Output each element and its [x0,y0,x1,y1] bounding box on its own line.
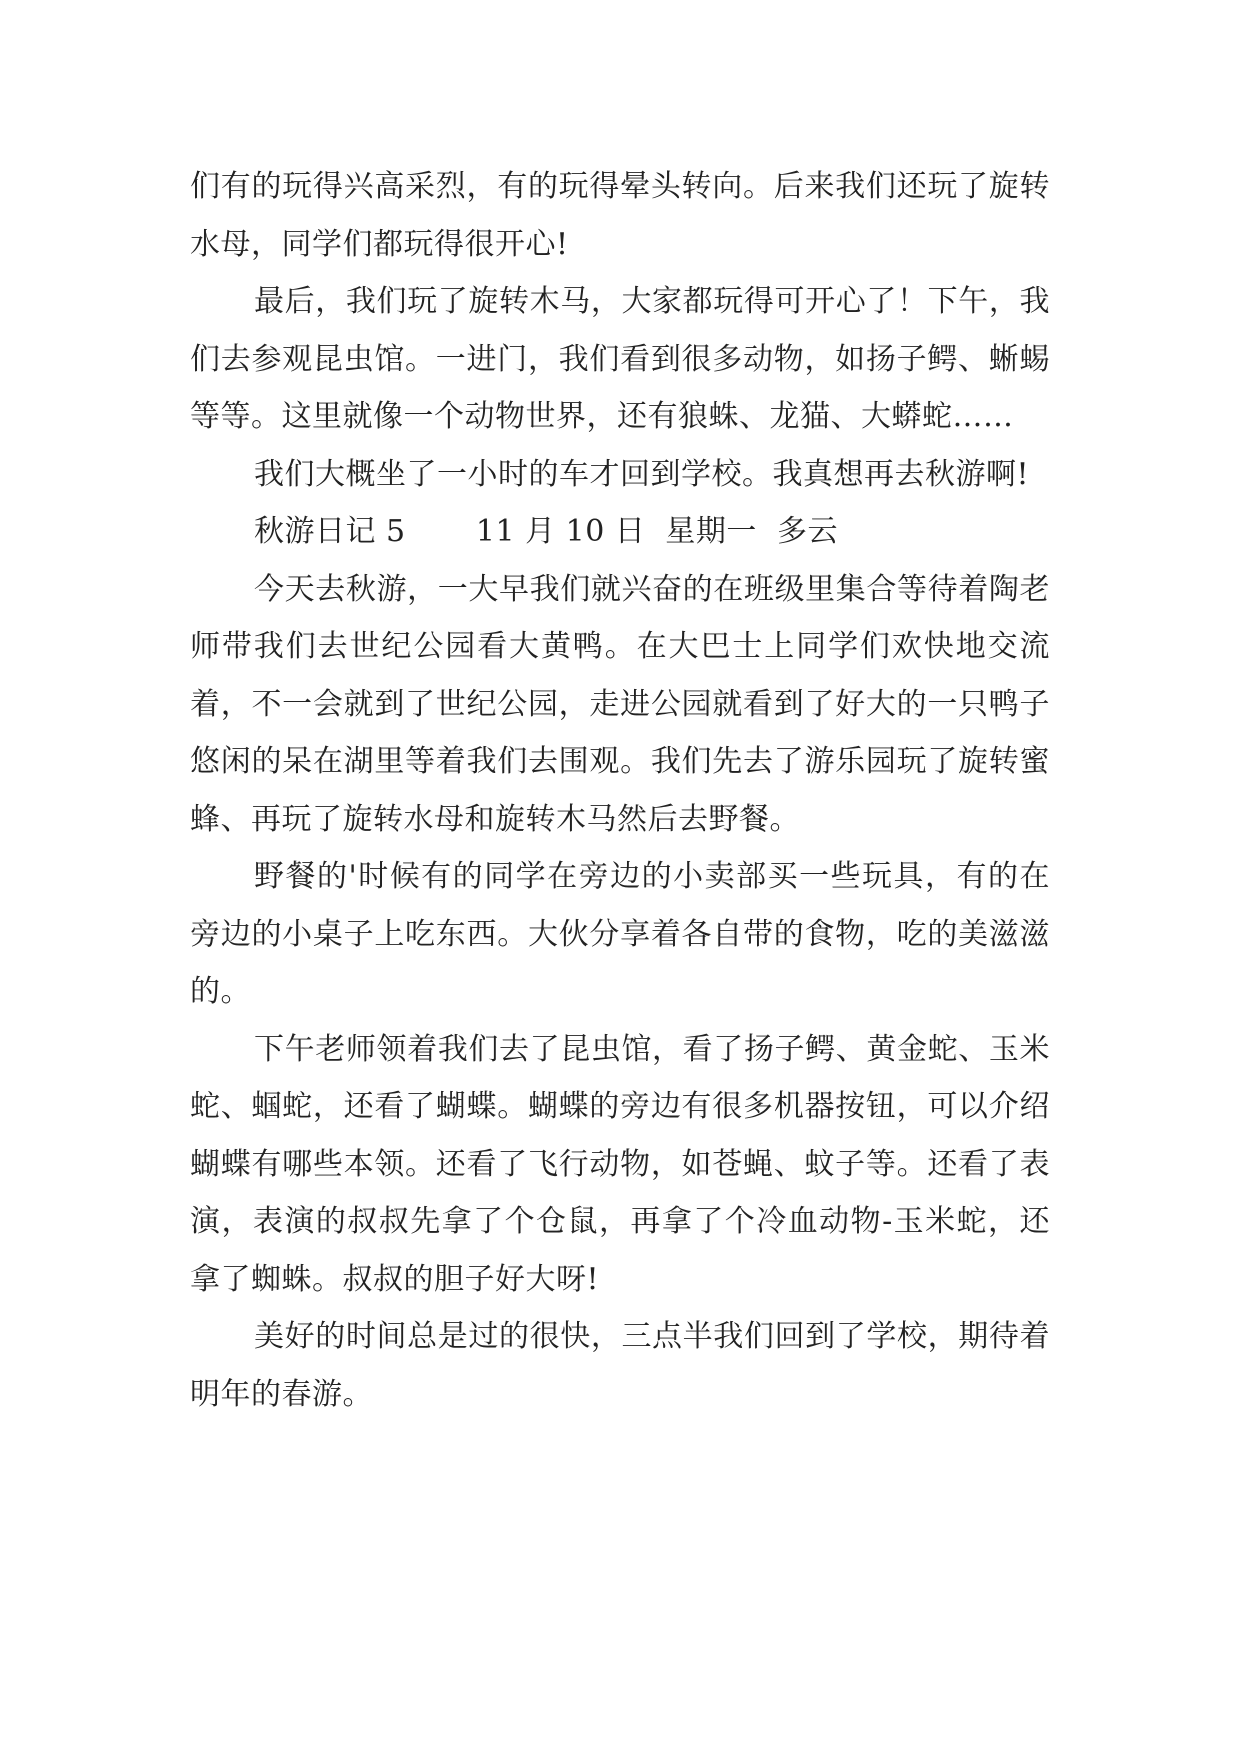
paragraph-morning: 今天去秋游，一大早我们就兴奋的在班级里集合等待着陶老师带我们去世纪公园看大黄鸭。在大巴士上同学们欢快地交流着，不一会就到了世纪公园，走进公园就看到了好大的一只鸭子悠闲的呆在湖里等着我们去围观。我们先去了游乐园玩了旋转蜜蜂、再玩了旋转水母和旋转木马然后去野餐。 [190,571,1050,837]
paragraph-return-school: 我们大概坐了一小时的车才回到学校。我真想再去秋游啊! [254,456,1030,492]
diary-date: 11 月 10 日 星期一 多云 [475,514,838,549]
paragraph-insect-hall: 下午老师领着我们去了昆虫馆，看了扬子鳄、黄金蛇、玉米蛇、蝈蛇，还看了蝴蝶。蝴蝶的旁边有很多机器按钮，可以介绍蝴蝶有哪些本领。还看了飞行动物，如苍蝇、蚊子等。还看了表演，表演的叔叔先拿了个仓鼠，再拿了个冷血动物-玉米蛇，还拿了蜘蛛。叔叔的胆子好大呀! [190,1031,1050,1297]
paragraph-ending: 美好的时间总是过的很快，三点半我们回到了学校，期待着明年的春游。 [190,1319,1050,1412]
paragraph-picnic: 野餐的'时候有的同学在旁边的小卖部买一些玩具，有的在旁边的小桌子上吃东西。大伙分享着各自带的食物，吃的美滋滋的。 [190,859,1050,1009]
paragraph-merry-go-round: 最后，我们玩了旋转木马，大家都玩得可开心了！下午，我们去参观昆虫馆。一进门，我们看到很多动物，如扬子鳄、蜥蜴等等。这里就像一个动物世界，还有狼蛛、龙猫、大蟒蛇…… [190,284,1050,434]
diary-heading [190,503,1050,561]
diary-title: 秋游日记 5 [254,514,406,549]
article-body [190,158,1050,1423]
paragraph-continuation: 们有的玩得兴高采烈，有的玩得晕头转向。后来我们还玩了旋转水母，同学们都玩得很开心! [190,169,1050,262]
